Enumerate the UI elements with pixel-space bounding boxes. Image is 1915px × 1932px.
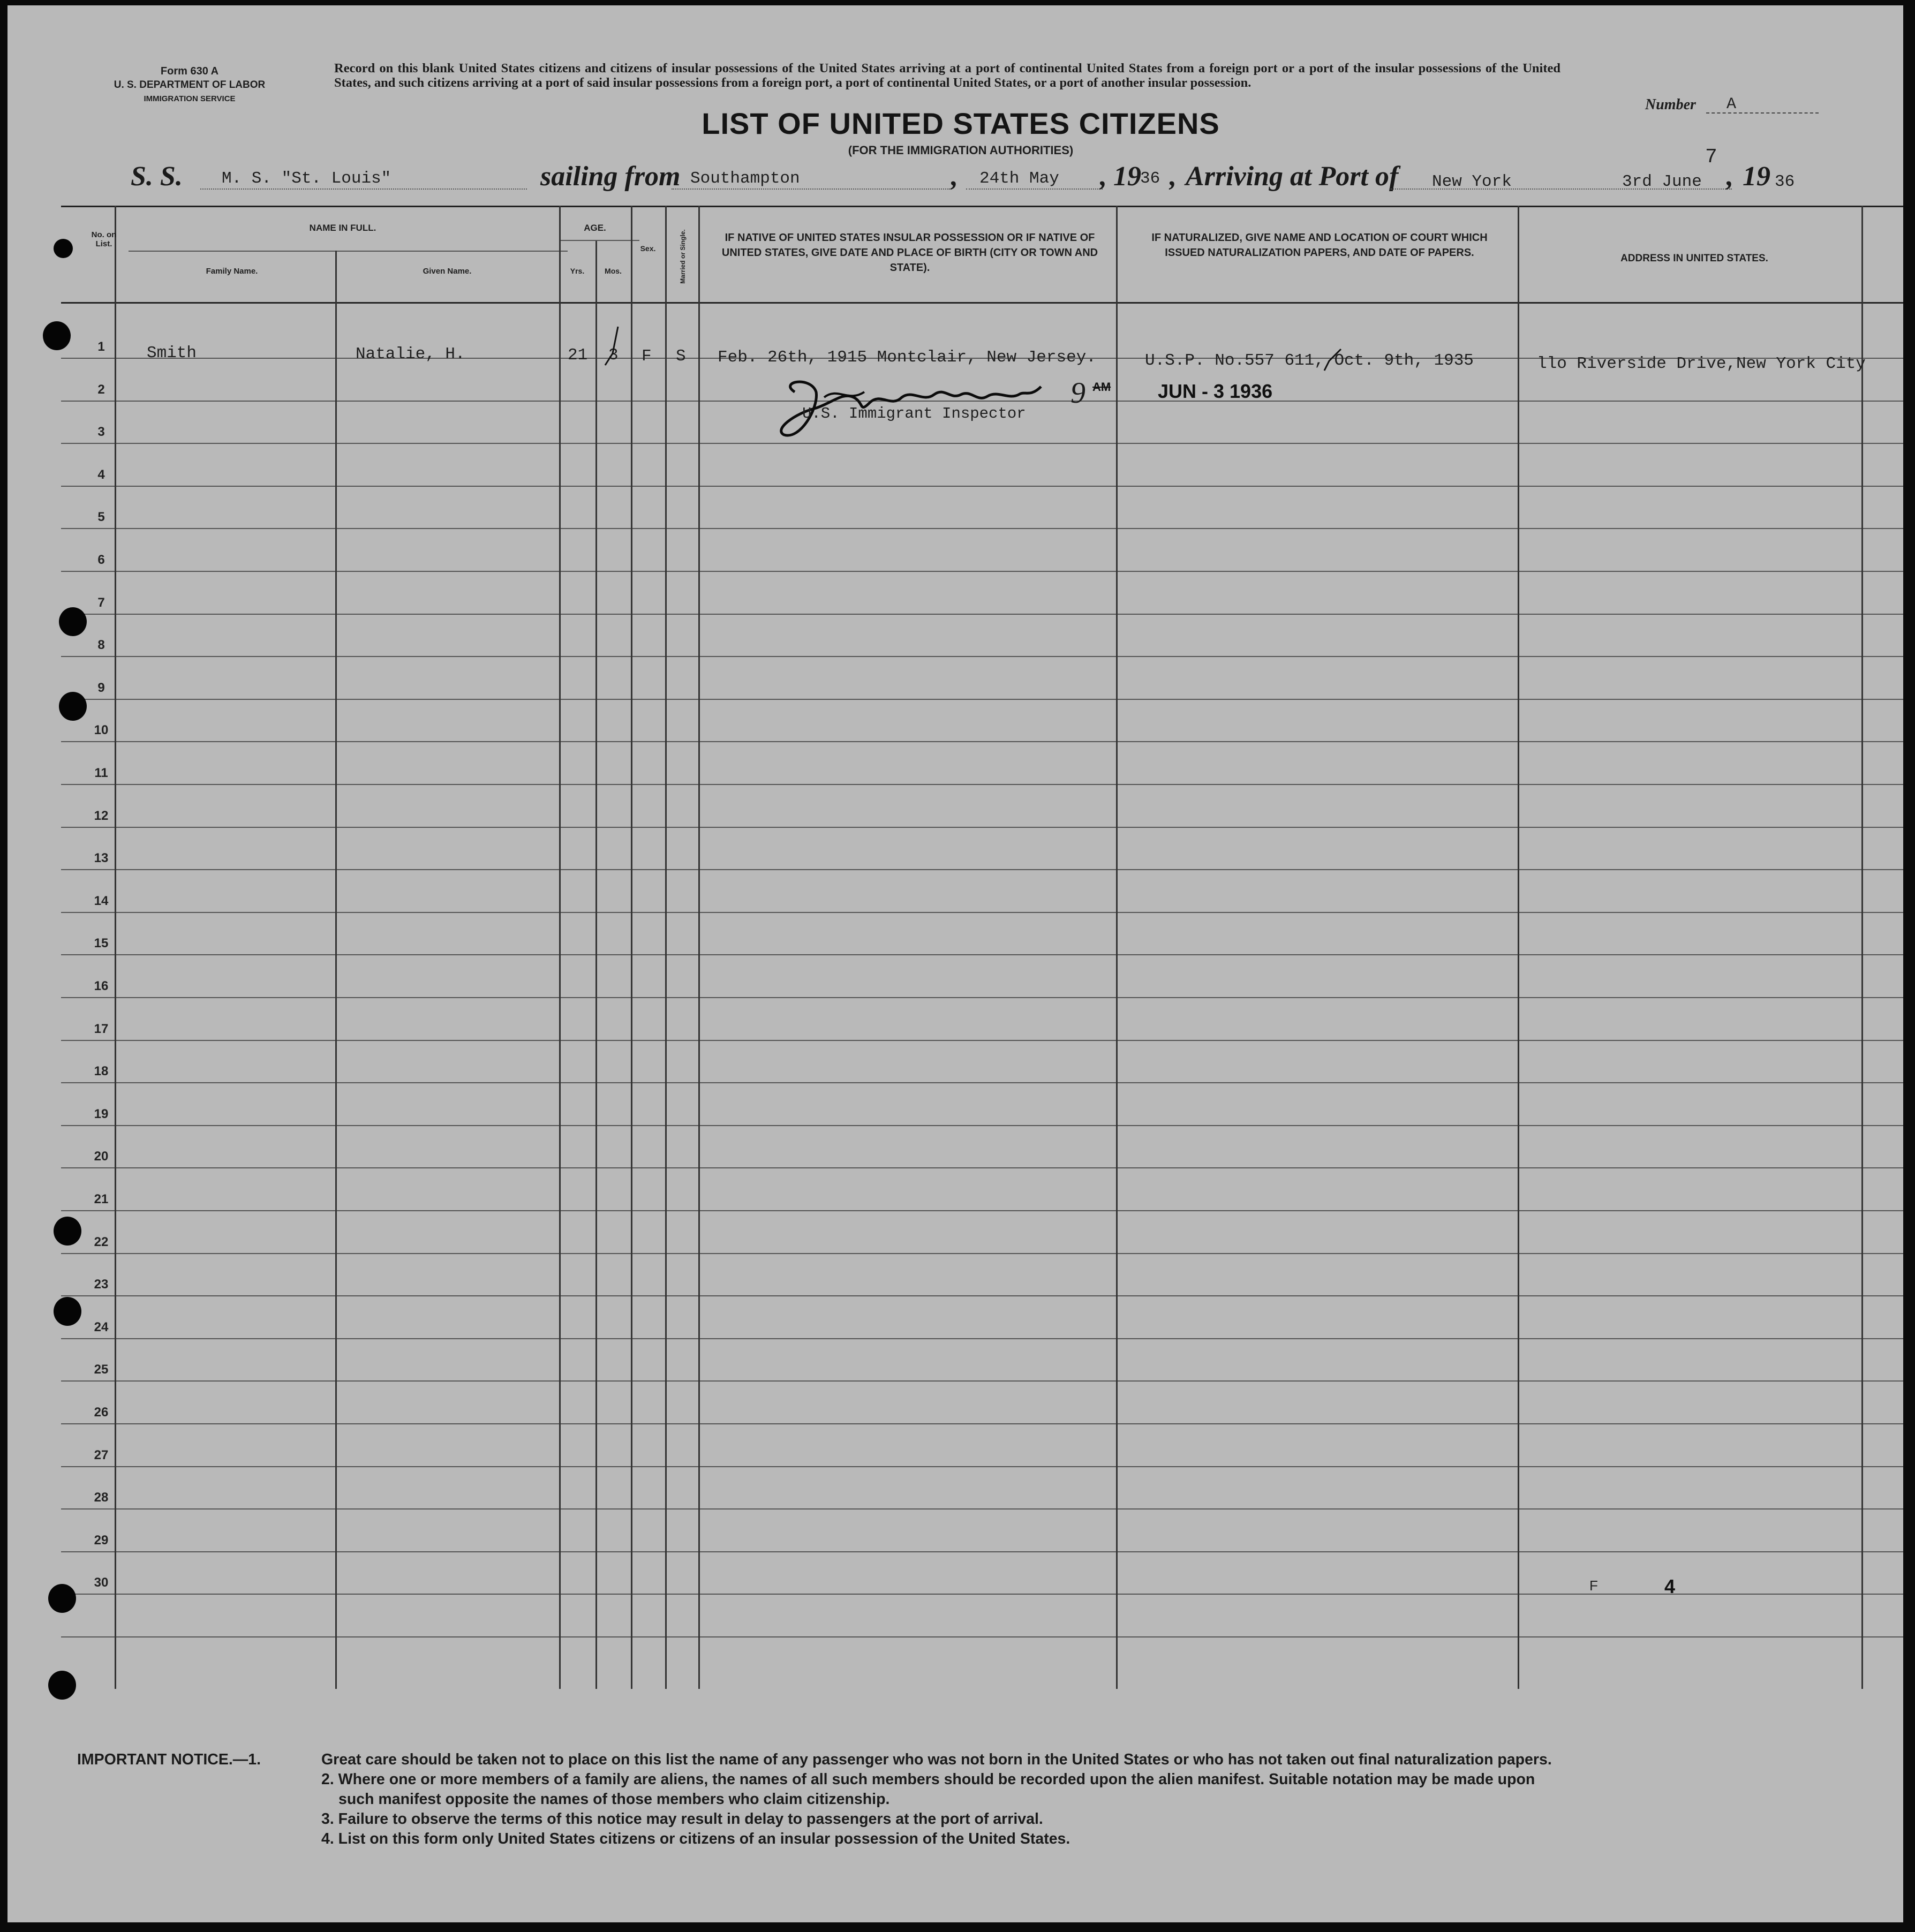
row-rule: [61, 1466, 1903, 1467]
row-number: 21: [94, 1192, 109, 1206]
col-divider-address: [1861, 206, 1863, 1689]
row-number: 6: [97, 553, 105, 567]
punch-hole-icon: [48, 1584, 76, 1613]
address-cell: llo Riverside Drive,New York City: [1537, 354, 1866, 373]
col-header-naturalized: IF NATURALIZED, GIVE NAME AND LOCATION OF COURT WHICH ISSUED NATURALIZATION PAPERS, AND DATE OF PAPERS.: [1151, 232, 1488, 259]
row-number: 5: [97, 510, 105, 524]
notice-item-1: Great care should be taken not to place on this list the name of any passenger who was not born in the United States or who has not taken out final naturalization papers.: [321, 1751, 1552, 1768]
row-number: 1: [97, 339, 105, 354]
row-rule: [61, 827, 1903, 828]
naturalization-cell: U.S.P. No.557 611, Oct. 9th, 1935: [1145, 351, 1474, 370]
age-header-rule: [559, 240, 639, 241]
row-number: 24: [94, 1320, 109, 1334]
row-rule: [61, 1380, 1903, 1382]
col-header-native: IF NATIVE OF UNITED STATES INSULAR POSSESSION OR IF NATIVE OF UNITED STATES, GIVE DATE AND PLACE OF BIRTH (CITY OR TOWN AND STATE).: [721, 232, 1098, 274]
number-underline: [1706, 112, 1819, 114]
sail-year: 36: [1140, 169, 1160, 188]
row-rule: [61, 954, 1903, 955]
number-value: A: [1726, 95, 1737, 114]
row-rule: [61, 1636, 1903, 1637]
row-number: 16: [94, 979, 109, 993]
row-rule: [61, 528, 1903, 529]
sail-date-underline: [966, 188, 1103, 190]
row-number: 17: [94, 1022, 109, 1036]
form-subtitle: (FOR THE IMMIGRATION AUTHORITIES): [848, 144, 1074, 157]
col-divider-naturalized: [1518, 206, 1519, 1689]
from-port-underline: [672, 188, 950, 190]
form-number: Form 630 A: [160, 65, 219, 77]
row-rule: [61, 486, 1903, 487]
stamp-date: JUN - 3 1936: [1158, 380, 1273, 402]
row-rule: [61, 1295, 1903, 1296]
manifest-page: [7, 5, 1903, 1922]
row-number: 19: [94, 1107, 109, 1121]
family-name-cell: Smith: [147, 344, 197, 363]
row-rule: [61, 1082, 1903, 1083]
sex-cell: F: [642, 347, 652, 366]
row-number: 8: [97, 638, 105, 652]
col-header-marital: Married or Single.: [679, 229, 687, 284]
name-header-rule: [129, 251, 568, 252]
row-rule: [61, 912, 1903, 913]
row-number: 18: [94, 1064, 109, 1078]
form-instructions: Record on this blank United States citizens and citizens of insular possessions of the United States arriving at a port of continental United States from a foreign port or a port of the insular possessions of the United States, and such citizens arriving at a port of said insular possessions from a foreign port, a port of continental United States, or a port of another insular possession.: [334, 61, 1560, 90]
bottom-number: 4: [1664, 1575, 1676, 1597]
row-number: 12: [94, 809, 109, 823]
ss-label: S. S.: [131, 161, 183, 192]
col-header-family: Family Name.: [206, 267, 258, 276]
notice-lead: IMPORTANT NOTICE.—1.: [77, 1751, 261, 1768]
sail-date: 24th May: [979, 169, 1059, 188]
col-divider-marital: [698, 206, 700, 1689]
punch-hole-icon: [43, 321, 71, 350]
col-divider-family: [335, 251, 337, 1689]
age-months-cell: 3: [608, 346, 619, 365]
marital-cell: S: [676, 347, 686, 366]
stamp-am-icon: AM: [1092, 380, 1111, 394]
comma-2: ,: [1100, 161, 1107, 192]
arriving-label: Arriving at Port of: [1186, 161, 1399, 192]
row-rule: [61, 1551, 1903, 1552]
comma-4: ,: [1726, 161, 1733, 192]
row-rule: [61, 869, 1903, 870]
row-rule: [61, 997, 1903, 998]
row-rule: [61, 741, 1903, 742]
row-number: 20: [94, 1149, 109, 1164]
col-divider-sex: [665, 206, 667, 1689]
row-rule: [61, 656, 1903, 657]
notice-item-2b: such manifest opposite the names of those members who claim citizenship.: [338, 1791, 890, 1808]
col-header-mos: Mos.: [605, 267, 622, 275]
punch-hole-icon: [48, 1671, 76, 1700]
row-number: 25: [94, 1362, 109, 1377]
row-number: 2: [97, 382, 105, 397]
row-number: 10: [94, 723, 109, 737]
col-header-no: No. on List.: [91, 230, 117, 248]
row-number: 22: [94, 1235, 109, 1249]
col-divider-mos: [631, 206, 632, 1689]
row-number: 14: [94, 894, 109, 908]
col-divider-no: [115, 206, 116, 1689]
row-number: 23: [94, 1277, 109, 1292]
ship-underline: [200, 188, 527, 190]
inspector-title: U.S. Immigrant Inspector: [802, 405, 1026, 422]
comma-3: ,: [1170, 161, 1177, 192]
row-rule: [61, 699, 1903, 700]
service-name: IMMIGRATION SERVICE: [144, 94, 236, 103]
given-name-cell: Natalie, H.: [356, 345, 465, 364]
sail-year-prefix: 19: [1113, 161, 1141, 192]
punch-hole-icon: [59, 692, 87, 721]
row-rule: [61, 1253, 1903, 1254]
punch-hole-icon: [54, 1297, 81, 1326]
department-name: U. S. DEPARTMENT OF LABOR: [114, 79, 266, 90]
row-rule: [61, 1338, 1903, 1339]
arrival-port: New York: [1432, 172, 1512, 191]
header-bottom-border: [61, 302, 1903, 304]
row-number: 3: [97, 425, 105, 439]
punch-hole-icon: [54, 1217, 81, 1246]
row-rule: [61, 1040, 1903, 1041]
col-header-address: ADDRESS IN UNITED STATES.: [1620, 253, 1768, 264]
row-rule: [61, 784, 1903, 785]
row-rule: [61, 1423, 1903, 1424]
row-rule: [61, 1508, 1903, 1510]
col-header-given: Given Name.: [423, 267, 472, 276]
row-number: 28: [94, 1490, 109, 1505]
age-years-cell: 21: [568, 346, 588, 365]
check-mark-icon: [1322, 347, 1343, 374]
col-divider-given: [559, 206, 561, 1689]
notice-item-4: 4. List on this form only United States citizens or citizens of an insular possession of the United States.: [321, 1830, 1070, 1847]
row-number: 9: [97, 681, 105, 695]
col-header-yrs: Yrs.: [570, 267, 585, 275]
col-divider-yrs: [595, 241, 597, 1689]
row-number: 13: [94, 851, 109, 865]
arrival-day-note: 7: [1705, 146, 1717, 169]
arrival-date: 3rd June: [1622, 172, 1702, 191]
row-number: 15: [94, 936, 109, 950]
col-divider-native: [1116, 206, 1118, 1689]
row-rule: [61, 571, 1903, 572]
notice-item-3: 3. Failure to observe the terms of this notice may result in delay to passengers at the port of arrival.: [321, 1810, 1043, 1828]
row-rule: [61, 614, 1903, 615]
arrival-year: 36: [1775, 172, 1795, 191]
birth-cell: Feb. 26th, 1915 Montclair, New Jersey.: [718, 348, 1096, 367]
ship-name: M. S. "St. Louis": [222, 169, 391, 188]
from-port: Southampton: [690, 169, 800, 188]
row-number: 7: [97, 595, 105, 610]
stamp-number: 9: [1070, 376, 1085, 410]
row-number: 27: [94, 1448, 109, 1462]
row-number: 11: [94, 766, 108, 780]
form-title: LIST OF UNITED STATES CITIZENS: [702, 107, 1220, 140]
row-number: 26: [94, 1405, 109, 1420]
form-header-block: [88, 64, 291, 106]
col-header-age: AGE.: [584, 223, 606, 233]
row-rule: [61, 1125, 1903, 1126]
row-rule: [61, 1594, 1903, 1595]
col-header-name: NAME IN FULL.: [309, 223, 376, 233]
punch-hole-icon: [54, 239, 73, 258]
notice-item-2a: 2. Where one or more members of a family are aliens, the names of all such members should be recorded upon the alien manifest. Suitable notation may be made upon: [321, 1771, 1535, 1788]
comma-1: ,: [951, 161, 958, 192]
arrival-year-prefix: 19: [1743, 161, 1770, 192]
row-number: 29: [94, 1533, 109, 1548]
check-mark-icon: [602, 322, 623, 371]
punch-hole-icon: [59, 607, 87, 636]
row-rule: [61, 1167, 1903, 1168]
col-header-sex: Sex.: [640, 244, 656, 253]
bottom-f-mark: F: [1589, 1578, 1598, 1594]
row-number: 4: [97, 467, 105, 482]
number-label: Number: [1645, 96, 1696, 113]
row-number: 30: [94, 1575, 109, 1590]
row-rule: [61, 1210, 1903, 1211]
table-top-border: [61, 206, 1903, 207]
sailing-from-label: sailing from: [540, 161, 681, 192]
